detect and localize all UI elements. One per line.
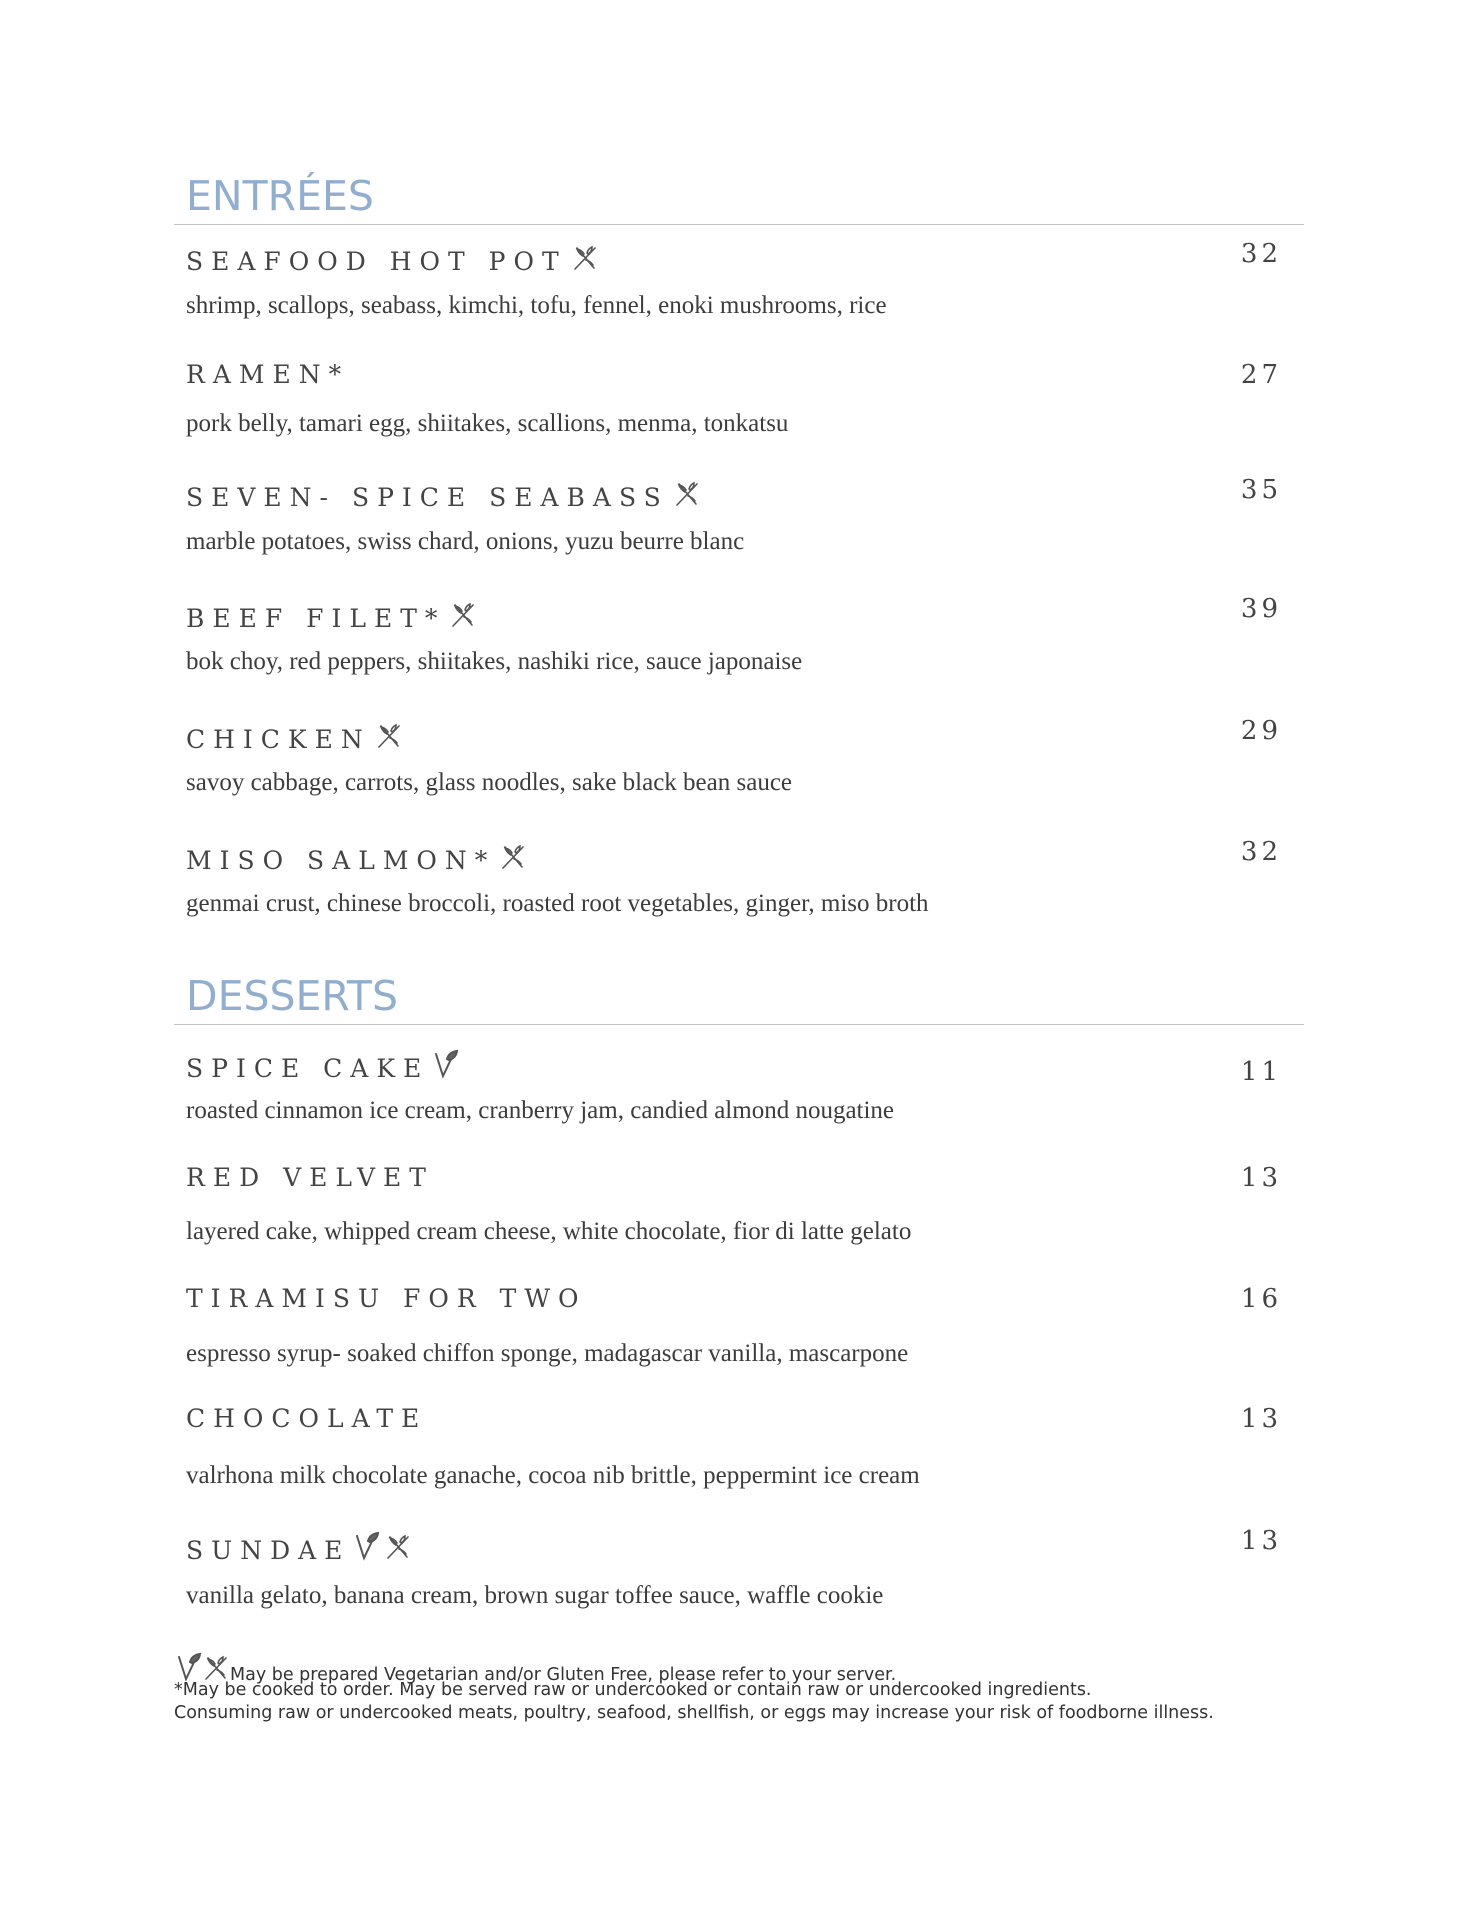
footnote-cooked-to-order: *May be cooked to order. May be served raw or undercooked or contain raw or undercooked ingredients.: [174, 1680, 1092, 1700]
item-name: SEVEN- SPICE SEABASS: [186, 480, 701, 512]
gluten-free-icon: [202, 1654, 230, 1682]
section-divider: [174, 224, 1304, 225]
item-name: CHOCOLATE: [186, 1404, 428, 1433]
item-description: layered cake, whipped cream cheese, white chocolate, fior di latte gelato: [186, 1218, 912, 1245]
section-title-desserts: DESSERTS: [186, 972, 399, 1020]
item-description: valrhona milk chocolate ganache, cocoa nib brittle, peppermint ice cream: [186, 1462, 920, 1489]
item-description: vanilla gelato, banana cream, brown sugar toffee sauce, waffle cookie: [186, 1582, 884, 1609]
item-description: marble potatoes, swiss chard, onions, yuzu beurre blanc: [186, 528, 745, 555]
item-name: RAMEN*: [186, 360, 350, 389]
gluten-free-icon: [449, 601, 477, 629]
vegetarian-icon: [433, 1049, 459, 1079]
vegetarian-icon: [176, 1652, 202, 1682]
item-price: 32: [1240, 239, 1282, 269]
item-description: shrimp, scallops, seabass, kimchi, tofu, fennel, enoki mushrooms, rice: [186, 292, 887, 319]
item-name: SPICE CAKE: [186, 1049, 459, 1083]
item-price: 32: [1240, 837, 1282, 867]
item-description: bok choy, red peppers, shiitakes, nashiki rice, sauce japonaise: [186, 648, 803, 675]
item-description: savoy cabbage, carrots, glass noodles, sake black bean sauce: [186, 769, 793, 796]
item-description: roasted cinnamon ice cream, cranberry jam, candied almond nougatine: [186, 1097, 895, 1124]
item-name: CHICKEN: [186, 722, 403, 754]
item-description: espresso syrup- soaked chiffon sponge, madagascar vanilla, mascarpone: [186, 1340, 909, 1367]
item-name: SUNDAE: [186, 1531, 412, 1565]
item-price: 16: [1240, 1284, 1282, 1314]
item-price: 39: [1240, 594, 1282, 624]
section-divider: [174, 1024, 1304, 1025]
item-price: 13: [1240, 1526, 1282, 1556]
item-price: 13: [1240, 1163, 1282, 1193]
item-name: TIRAMISU FOR TWO: [186, 1284, 587, 1313]
item-description: pork belly, tamari egg, shiitakes, scallions, menma, tonkatsu: [186, 410, 789, 437]
gluten-free-icon: [384, 1533, 412, 1561]
item-name: MISO SALMON*: [186, 843, 527, 875]
item-price: 35: [1240, 475, 1282, 505]
item-name: SEAFOOD HOT POT: [186, 244, 599, 276]
item-name: BEEF FILET*: [186, 601, 477, 633]
item-name: RED VELVET: [186, 1163, 434, 1192]
footnote-dietary: May be prepared Vegetarian and/or Gluten Free, please refer to your server.: [174, 1652, 896, 1685]
item-price: 29: [1240, 716, 1282, 746]
gluten-free-icon: [375, 722, 403, 750]
item-price: 11: [1240, 1057, 1282, 1087]
gluten-free-icon: [499, 843, 527, 871]
footnote-foodborne-warning: Consuming raw or undercooked meats, poultry, seafood, shellfish, or eggs may increase your risk of foodborne illness.: [174, 1703, 1214, 1723]
section-title-entrees: ENTRÉES: [186, 172, 374, 220]
item-price: 13: [1240, 1404, 1282, 1434]
item-price: 27: [1240, 360, 1282, 390]
gluten-free-icon: [673, 480, 701, 508]
vegetarian-icon: [354, 1531, 380, 1561]
gluten-free-icon: [571, 244, 599, 272]
item-description: genmai crust, chinese broccoli, roasted root vegetables, ginger, miso broth: [186, 890, 929, 917]
